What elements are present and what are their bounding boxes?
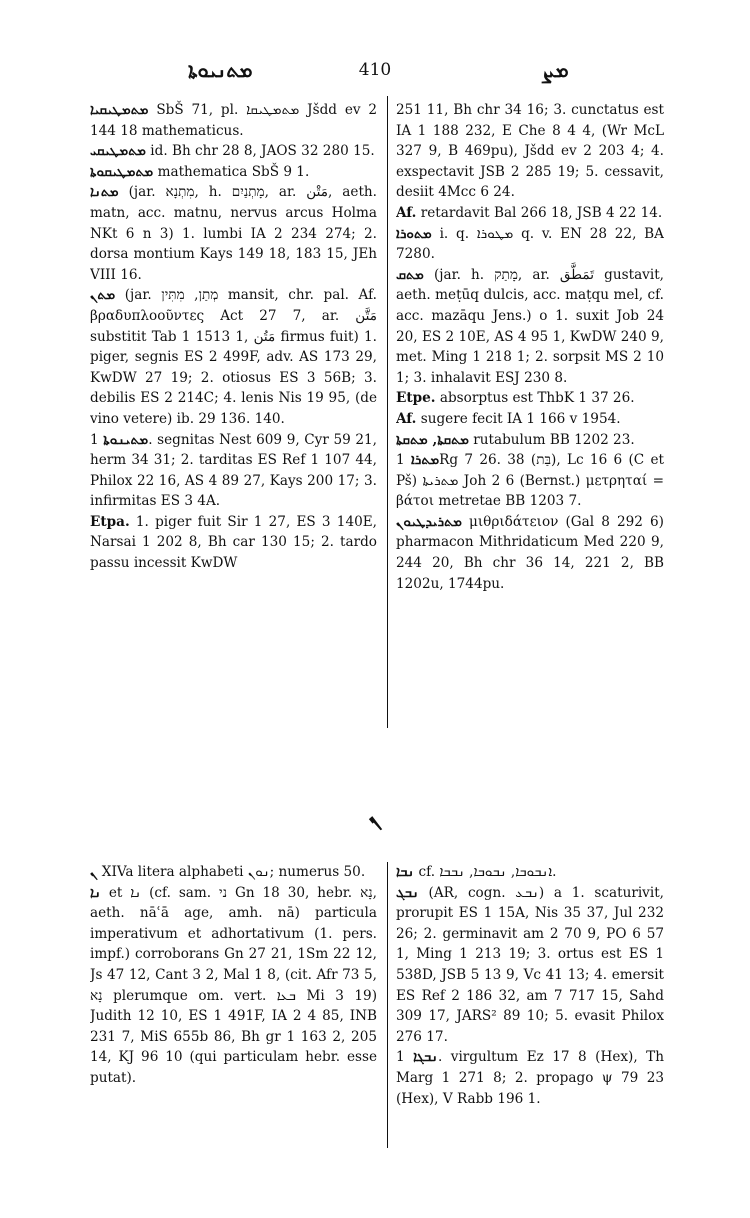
running-head-right: ܡܨ <box>542 58 569 82</box>
entry-headword: ܡܬܡܛܝܩܝܐ <box>90 102 149 118</box>
entry-headword: ܢܐ <box>90 884 101 901</box>
entry-text: sugere fecit IA 1 166 v 1954. <box>420 410 621 427</box>
entry-text: (jar. מִתְנָא, h. מָתְנַיִם, ar. مَتْن, aeth. matn, acc. matnu, nervus arcus Holma NKt 6 n 3) 1. lumbi IA 2 234 274; 2. dorsa montium Kays 149 18, 183 15, JEh VIII 16. <box>90 184 377 283</box>
entry-text: μιθριδάτειον (Gal 8 292 6) pharmacon Mithridaticum Med 220 9, 244 20, Bh chr 36 14, 221 2, BB 1202u, 1744pu. <box>396 513 664 592</box>
dictionary-entry <box>90 100 377 141</box>
dictionary-entry <box>90 430 377 512</box>
entry-text: XIVa litera alphabeti ܢܘܢ; numerus 50. <box>101 864 366 880</box>
dictionary-entry <box>90 182 377 285</box>
dictionary-entry <box>90 883 377 1089</box>
column-top-right <box>396 100 664 740</box>
entry-headword: ܡܬܡܛܝܩܘܬܐ <box>90 163 154 180</box>
dictionary-entry <box>90 285 377 429</box>
column-bottom-left <box>90 862 377 1162</box>
entry-headword: ܡܬܪܝܕܛܝܘܢ <box>396 513 462 530</box>
entry-text: 1. segnitas Nest 609 9, Cyr 59 21, herm 34 31; 2. tarditas ES Ref 1 107 44, Philox 22 16, AS 4 89 27, Kays 200 17; 3. infirmitas ES 3 4A. <box>90 431 377 510</box>
dictionary-entry <box>90 162 377 183</box>
entry-text: i. q. ܡܛܘܪܐ q. v. EN 28 22, BA 7280. <box>396 225 664 263</box>
entry-headword: ܡܬܩ <box>396 266 424 283</box>
entry-text: 1. virgultum Ez 17 8 (Hex), Th Marg 1 271 8; 2. propago ψ 79 23 (Hex), V Rabb 196 1. <box>396 1049 664 1107</box>
column-bottom-right <box>396 862 664 1162</box>
dictionary-entry <box>396 1047 664 1109</box>
dictionary-entry <box>396 450 664 512</box>
dictionary-entry <box>396 883 664 1048</box>
entry-headword: Etpa. <box>90 513 130 530</box>
section-letter-heading: ܢ <box>368 800 382 829</box>
entry-text: SbŠ 71, pl. ܡܬܡܛܝܩܐ Jšdd ev 2 144 18 mathematicus. <box>90 102 377 139</box>
dictionary-entry <box>396 265 664 389</box>
entry-headword: ܢ <box>90 864 98 880</box>
entry-headword: ܡܬܡܛܝܩܝ <box>90 143 146 160</box>
column-divider-top <box>387 96 388 728</box>
entry-text: id. Bh chr 28 8, JAOS 32 280 15. <box>150 143 375 160</box>
entry-text: et ܢܐ (cf. sam. ני Gn 18 30, hebr. נָא, aeth. nāʿā age, amh. nā) particula imperativum et adhortativum (1. pers. impf.) corroborans Gn 27 21, 1Sm 22 12, Js 47 12, Cant 3 2, Mal 1 8, (cit. Afr 73 5, נָא plerumque om. vert. ܒܥܐ Mi 3 19) Judith 12 10, ES 1 491F, IA 2 4 85, INB 231 7, MiS 655b 86, Bh gr 1 163 2, 205 14, KJ 96 10 (qui particulam hebr. esse putat). <box>90 884 377 1086</box>
dictionary-entry <box>90 862 377 883</box>
entry-text: (jar. מְתַן, מִתִּין mansit, chr. pal. Af. βραδυπλοοῦντες Act 27 7, ar. مَتَّن substitit Tab 1 1513 1, مَتُن firmus fuit) 1. piger, segnis ES 2 499F, adv. AS 173 29, KwDW 27 19; 2. otiosus ES 3 56B; 3. debilis ES 2 214C; 4. lenis Nis 19 95, (de vino vetere) ib. 29 136. 140. <box>90 287 377 427</box>
entry-text: 1Rg 7 26. 38 (בַּת), Lc 16 6 (C et Pš) ܡܬܪܝܬܐ Joh 2 6 (Bernst.) μετρηταί = βάτοι metretae BB 1203 7. <box>396 452 664 510</box>
page-number: 410 <box>358 60 392 80</box>
entry-text: (AR, cogn. ܢܒܥ) a 1. scaturivit, prorupit ES 1 15A, Nis 35 37, Jul 232 26; 2. germinavit am 2 70 9, PO 6 57 1, Ming 1 213 19; 3. ortus est ES 1 538D, JSB 5 13 9, Vc 41 13; 4. emersit ES Ref 2 186 32, am 7 717 15, Sahd 309 17, JARS² 89 10; 5. evasit Philox 276 17. <box>396 884 664 1045</box>
entry-headword: ܡܬܝܢܘܬܐ <box>103 431 149 448</box>
entry-headword: Af. <box>396 410 417 427</box>
entry-headword: ܢܒܐ <box>396 864 415 880</box>
entry-headword: ܡܬܩܬܐ, ܡܬܩܬܐ <box>396 431 469 448</box>
entry-headword: Af. <box>396 204 417 221</box>
entry-headword: ܢܒܓ <box>396 884 419 901</box>
dictionary-entry <box>396 430 664 451</box>
entry-text: rutabulum BB 1202 23. <box>473 431 635 448</box>
entry-text: (jar. h. מָתַק, ar. تَمَطَّق gustavit, aeth. meṭūq dulcis, acc. maṭqu mel, cf. acc. mazāqu Jens.) o 1. suxit Job 24 20, ES 2 10E, AS 4 95 1, KwDW 240 9, met. Ming 1 218 1; 2. sorpsit MS 2 10 1; 3. inhalavit ESJ 230 8. <box>396 266 664 386</box>
entry-text: 251 11, Bh chr 34 16; 3. cunctatus est IA 1 188 232, E Che 8 4 4, (Wr McL 327 9, B 469pu), Jšdd ev 2 203 4; 4. exspectavit JSB 2 285 19; 5. cessavit, desiit 4Mcc 6 24. <box>396 102 664 201</box>
entry-text: cf. ܐܢܒܘܒܐ, ܢܒܘܒܐ, ܢܒܒܐ. <box>418 864 557 880</box>
entry-headword: ܡܬܢܐ <box>90 184 119 201</box>
dictionary-entry <box>396 862 664 883</box>
dictionary-entry <box>90 141 377 162</box>
dictionary-entry <box>396 409 664 430</box>
dictionary-entry <box>396 512 664 594</box>
column-divider-bottom <box>387 862 388 1148</box>
entry-headword: Etpe. <box>396 390 436 407</box>
entry-headword: ܡܬܘܪܐ <box>396 225 432 242</box>
entry-text: mathematica SbŠ 9 1. <box>157 163 310 180</box>
dictionary-entry <box>396 224 664 265</box>
entry-headword: ܡܬܢ <box>90 287 116 304</box>
dictionary-entry <box>396 203 664 224</box>
dictionary-entry <box>90 512 377 574</box>
entry-headword: ܡܬܪܐ <box>410 452 440 469</box>
dictionary-entry <box>396 388 664 409</box>
column-top-left <box>90 100 377 740</box>
entry-headword: ܢܒܓܐ <box>413 1049 438 1066</box>
entry-text: absorptus est ThbK 1 37 26. <box>439 390 635 407</box>
dictionary-entry <box>396 100 664 203</box>
entry-text: retardavit Bal 266 18, JSB 4 22 14. <box>420 204 663 221</box>
entry-text: 1. piger fuit Sir 1 27, ES 3 140E, Narsai 1 202 8, Bh car 130 15; 2. tardo passu incessit KwDW <box>90 513 377 572</box>
running-head-left: ܡܬܢܝܘܬܐ <box>188 58 253 82</box>
